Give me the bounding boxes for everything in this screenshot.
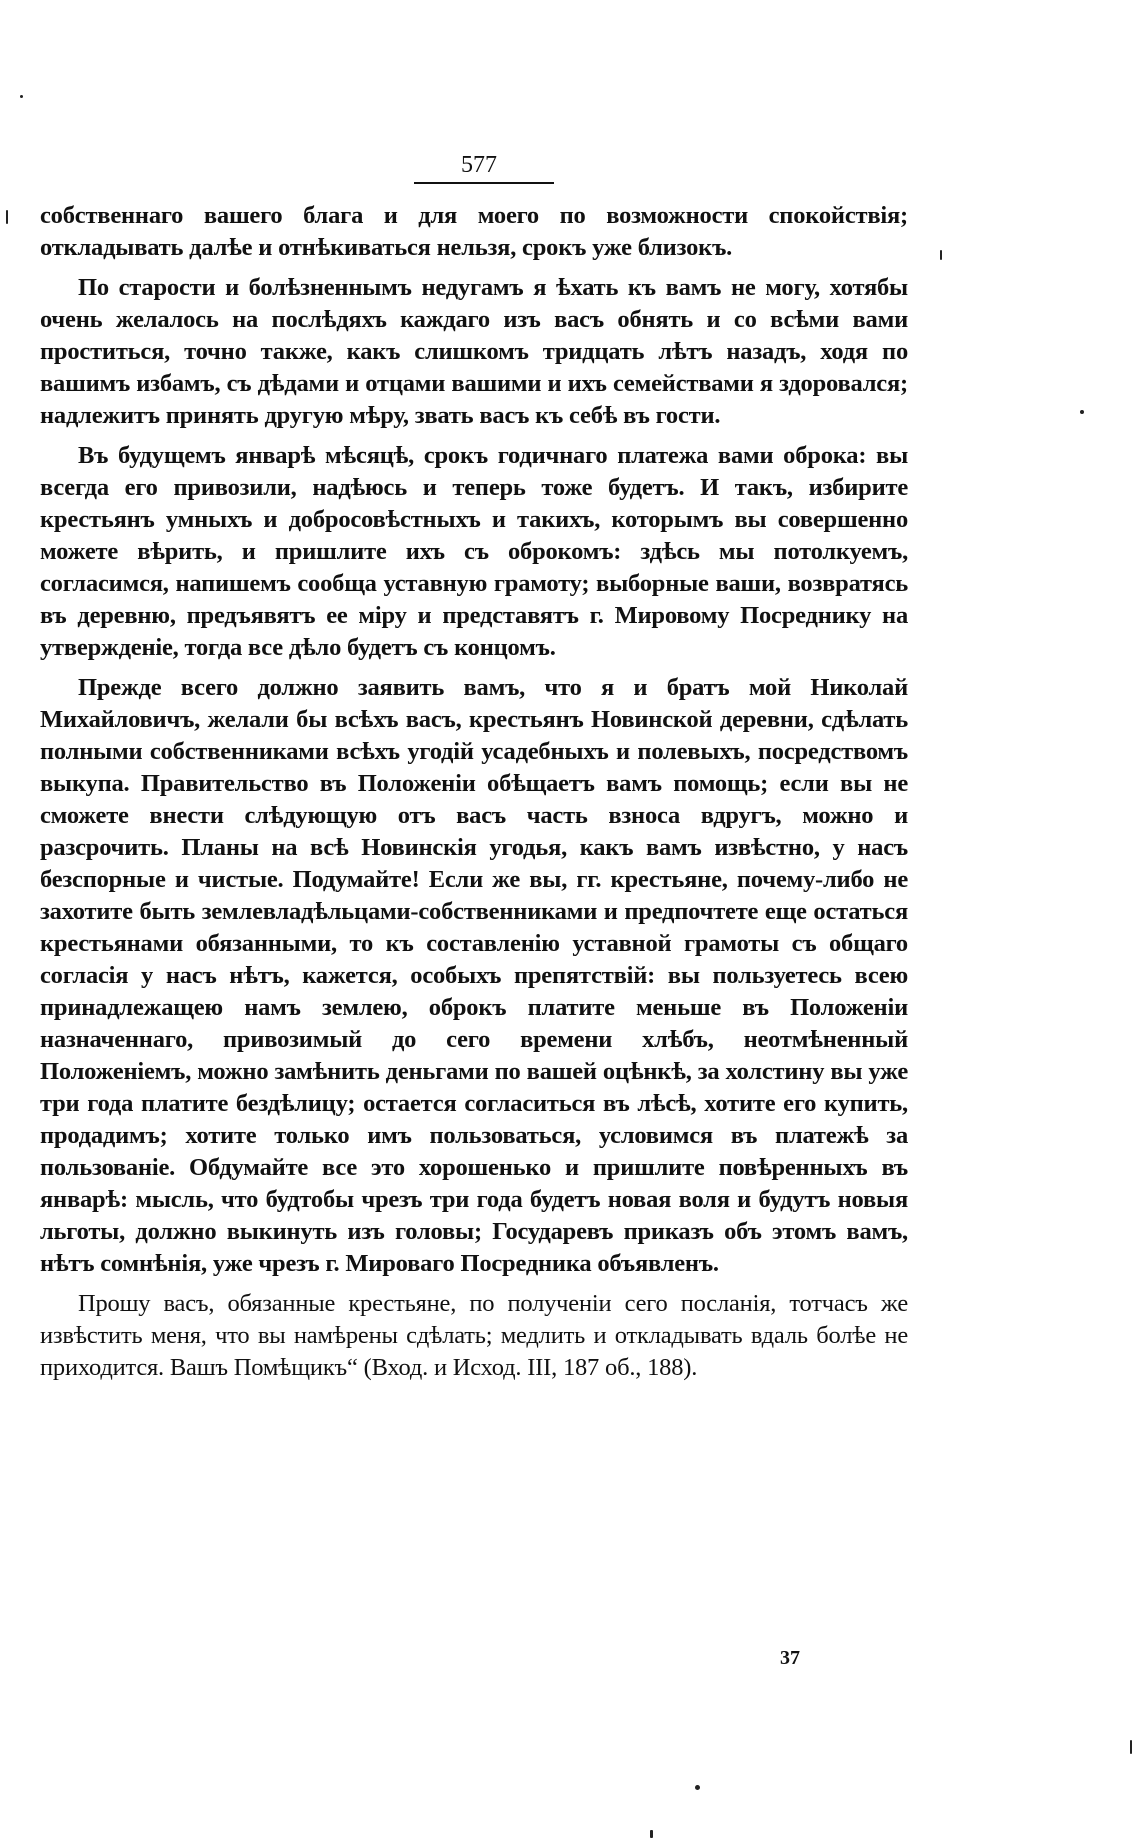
paragraph-2: По старости и болѣзненнымъ недугамъ я ѣхать къ вамъ не могу, хотябы очень желалось на послѣдяхъ каждаго изъ васъ обнять и со всѣми вами проститься, точно также, какъ слишкомъ тридцать лѣтъ назадъ, ходя по вашимъ избамъ, съ дѣдами и отцами вашими и ихъ семействами я здоровался; надлежитъ принять другую мѣру, звать васъ къ себѣ въ гости. [40, 274, 908, 429]
scan-speck [1080, 410, 1084, 414]
paragraph-4: Прежде всего должно заявить вамъ, что я и братъ мой Николай Михайловичъ, желали бы всѣхъ васъ, крестьянъ Новинской деревни, сдѣлать полными собственниками всѣхъ угодій усадебныхъ и полевыхъ, посредствомъ выкупа. Правительство въ Положеніи обѣщаетъ вамъ помощь; если вы не сможете внести слѣдующую отъ васъ часть взноса вдругъ, можно и разсрочить. Планы на всѣ Новинскія угодья, какъ вамъ извѣстно, у насъ безспорные и чистые. Подумайте! Если же вы, гг. крестьяне, почему-либо не захотите быть землевладѣльцами-собственниками и предпочтете еще остаться крестьянами обязанными, то къ составленію уставной грамоты съ общаго согласія у насъ нѣтъ, кажется, особыхъ препятствій: вы пользуетесь всею принадлежащею намъ землею, оброкъ платите меньше въ Положеніи назначеннаго, привозимый до сего времени хлѣбъ, неотмѣненный Положеніемъ, можно замѣнить деньгами по вашей оцѣнкѣ, за холстину вы уже три года платите бездѣлицу; остается согласиться въ лѣсѣ, хотите его купить, продадимъ; хотите только имъ пользоваться, условимся въ платежѣ за пользованіе. Обдумайте все это хорошенько и пришлите повѣренныхъ въ январѣ: мысль, что будтобы чрезъ три года будетъ новая воля и будутъ новыя льготы, должно выкинуть изъ головы; Государевъ приказъ объ этомъ вамъ, нѣтъ сомнѣнія, уже чрезъ г. Мироваго Посредника объявленъ. [40, 674, 908, 1277]
signature-mark: 37 [780, 1647, 800, 1669]
scan-speck [650, 1830, 653, 1838]
paragraph-5: Прошу васъ, обязанные крестьяне, по полученіи сего посланія, тотчасъ же извѣстить меня, что вы намѣрены сдѣлать; медлить и откладывать вдаль болѣе не приходится. Вашъ Помѣщикъ“ (Вход. и Исход. III, 187 об., 188). [40, 1290, 908, 1381]
scan-speck [1130, 1740, 1132, 1754]
scan-speck [940, 250, 942, 260]
scan-speck [6, 210, 8, 224]
paragraph-3: Въ будущемъ январѣ мѣсяцѣ, срокъ годичнаго платежа вами оброка: вы всегда его привозили, надѣюсь и теперь тоже будетъ. И такъ, избирите крестьянъ умныхъ и добросовѣстныхъ и такихъ, которымъ вы совершенно можете вѣрить, и пришлите ихъ съ оброкомъ: здѣсь мы потолкуемъ, согласимся, напишемъ сообща уставную грамоту; выборные ваши, возвратясь въ деревню, предъявятъ ее міру и представятъ г. Мировому Посреднику на утвержденіе, тогда все дѣло будетъ съ концомъ. [40, 442, 908, 661]
header-rule [414, 182, 554, 184]
page-number: 577 [461, 152, 497, 178]
document-page [40, 150, 908, 1392]
scan-speck [695, 1785, 700, 1790]
scan-speck [20, 95, 23, 98]
paragraph-1: собственнаго вашего блага и для моего по возможности спокойствія; откладывать далѣе и отнѣкиваться нельзя, срокъ уже близокъ. [40, 202, 908, 261]
body-text [40, 200, 908, 1384]
